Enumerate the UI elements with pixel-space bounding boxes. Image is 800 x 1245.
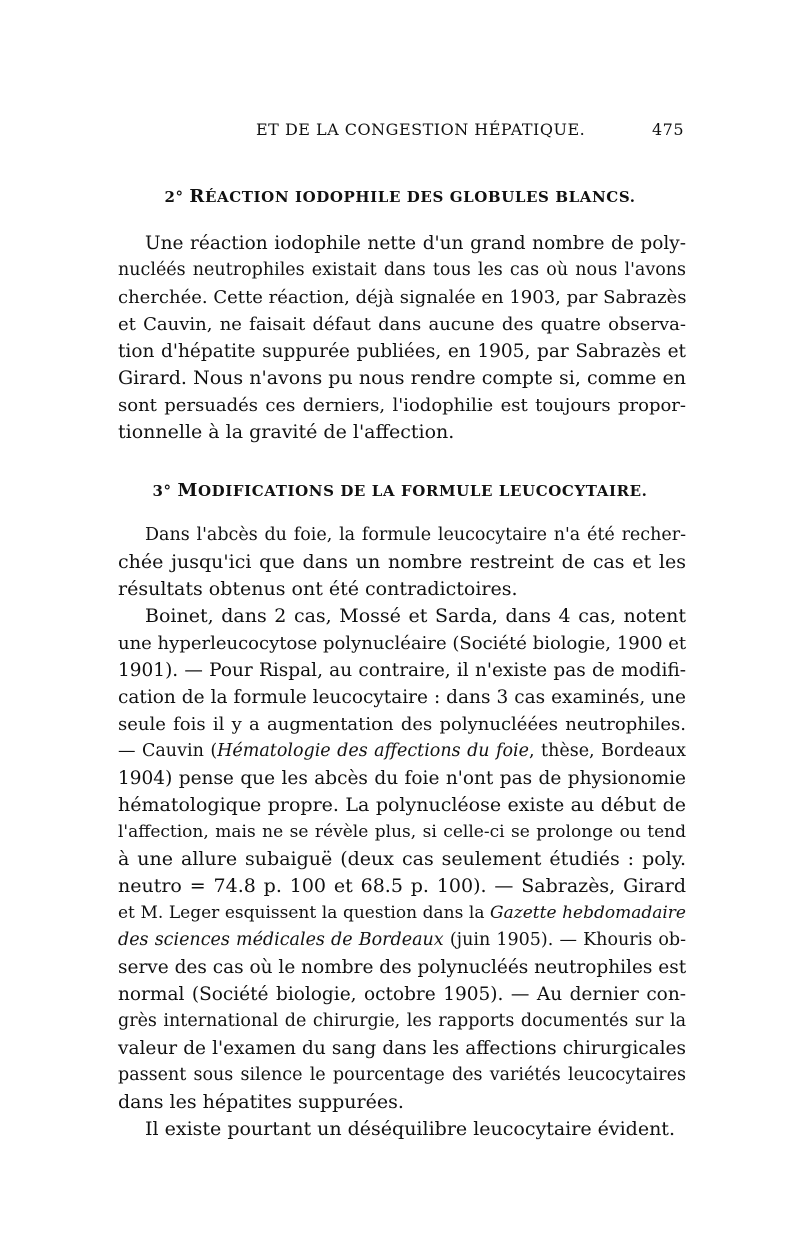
s3-p2-line-15: normal (Société biologie, octobre 1905). — Au dernier con-: [118, 984, 686, 1005]
cited-journal-title-part-1: Gazette hebdomadaire: [490, 903, 686, 923]
s3-p2-line-12: [118, 900, 686, 927]
s3-p2-line-4: cation de la formule leucocytaire : dans 3 cas examinés, une: [118, 687, 686, 708]
cited-thesis-title: Hématologie des affections du foie: [217, 741, 529, 761]
section-3-lead-letter: M: [177, 480, 198, 501]
s2-line-5: tion d'hépatite suppurée publiées, en 1905, par Sabrazès et: [118, 341, 686, 362]
s3-p2-line-13-b: (juin 1905). — Khouris ob-: [443, 930, 686, 950]
s3-p2-line-13: [118, 927, 686, 954]
s3-p2-line-19: dans les hépatites suppurées.: [118, 1091, 404, 1113]
s3-p2-line-16: grès international de chirurgie, les rapports documentés sur la: [118, 1011, 686, 1031]
s3-p2-line-3: 1901). — Pour Rispal, au contraire, il n'existe pas de modifi-: [118, 660, 686, 681]
running-title: ET DE LA CONGESTION HÉPATIQUE.: [256, 120, 586, 139]
s3-p2-line-7: 1904) pense que les abcès du foie n'ont pas de physionomie: [118, 768, 686, 789]
section-2-title: ÉACTION IODOPHILE DES GLOBULES BLANCS.: [204, 188, 636, 206]
s2-line-1: Une réaction iodophile nette d'un grand nombre de poly-: [145, 233, 686, 254]
page-number: 475: [651, 120, 684, 139]
s3-p2-line-10: à une allure subaiguë (deux cas seulement étudiés : poly.: [118, 848, 686, 870]
s3-p2-line-6: [118, 738, 686, 765]
s3-p2-line-8: hématologique propre. La polynucléose existe au début de: [118, 794, 686, 816]
section-3-title: ODIFICATIONS DE LA FORMULE LEUCOCYTAIRE.: [198, 482, 648, 500]
s3-p2-line-14: serve des cas où le nombre des polynucléés neutrophiles est: [118, 957, 687, 978]
s2-line-2: nucléés neutrophiles existait dans tous les cas où nous l'avons: [118, 260, 686, 280]
s3-p2-line-5: seule fois il y a augmentation des polynucléées neutrophiles.: [118, 714, 686, 735]
s3-p3-line-1: Il existe pourtant un déséquilibre leucocytaire évident.: [145, 1118, 675, 1140]
s2-line-8: tionnelle à la gravité de l'affection.: [118, 421, 455, 443]
cited-journal-title-part-2: des sciences médicales de Bordeaux: [118, 930, 444, 950]
s3-p1-line-1: Dans l'abcès du foie, la formule leucocytaire n'a été recher-: [145, 525, 686, 545]
s3-p2-line-12-a: et M. Leger esquissent la question dans la: [118, 903, 491, 923]
s3-p1-line-2: chée jusqu'ici que dans un nombre restreint de cas et les: [118, 551, 686, 573]
s2-line-7: sont persuadés ces derniers, l'iodophilie est toujours propor-: [118, 395, 686, 416]
s3-p2-line-11: neutro = 74.8 p. 100 et 68.5 p. 100). — Sabrazès, Girard: [118, 875, 686, 897]
s3-p2-line-17: valeur de l'examen du sang dans les affections chirurgicales: [118, 1038, 686, 1059]
s2-line-3: cherchée. Cette réaction, déjà signalée en 1903, par Sabrazès: [118, 287, 687, 308]
s3-p2-line-6-a: — Cauvin (: [118, 741, 218, 761]
s3-p2-line-1: Boinet, dans 2 cas, Mossé et Sarda, dans 4 cas, notent: [145, 605, 686, 627]
section-2-number: 2°: [164, 188, 184, 206]
section-3-number: 3°: [152, 482, 172, 500]
section-2-lead-letter: R: [189, 186, 205, 207]
section-2-heading: [0, 186, 800, 207]
s2-line-6: Girard. Nous n'avons pu nous rendre compte si, comme en: [118, 367, 686, 389]
s3-p2-line-2: une hyperleucocytose polynucléaire (Société biologie, 1900 et: [118, 633, 687, 654]
s3-p2-line-9: l'affection, mais ne se révèle plus, si celle-ci se prolonge ou tend: [118, 822, 686, 842]
running-head: [118, 120, 686, 144]
s2-line-4: et Cauvin, ne faisait défaut dans aucune des quatre observa-: [118, 314, 686, 335]
s3-p1-line-3: résultats obtenus ont été contradictoires.: [118, 578, 518, 600]
section-3-heading: [0, 480, 800, 501]
s3-p2-line-18: passent sous silence le pourcentage des variétés leucocytaires: [118, 1065, 686, 1085]
s3-p2-line-6-c: , thèse, Bordeaux: [529, 741, 686, 761]
